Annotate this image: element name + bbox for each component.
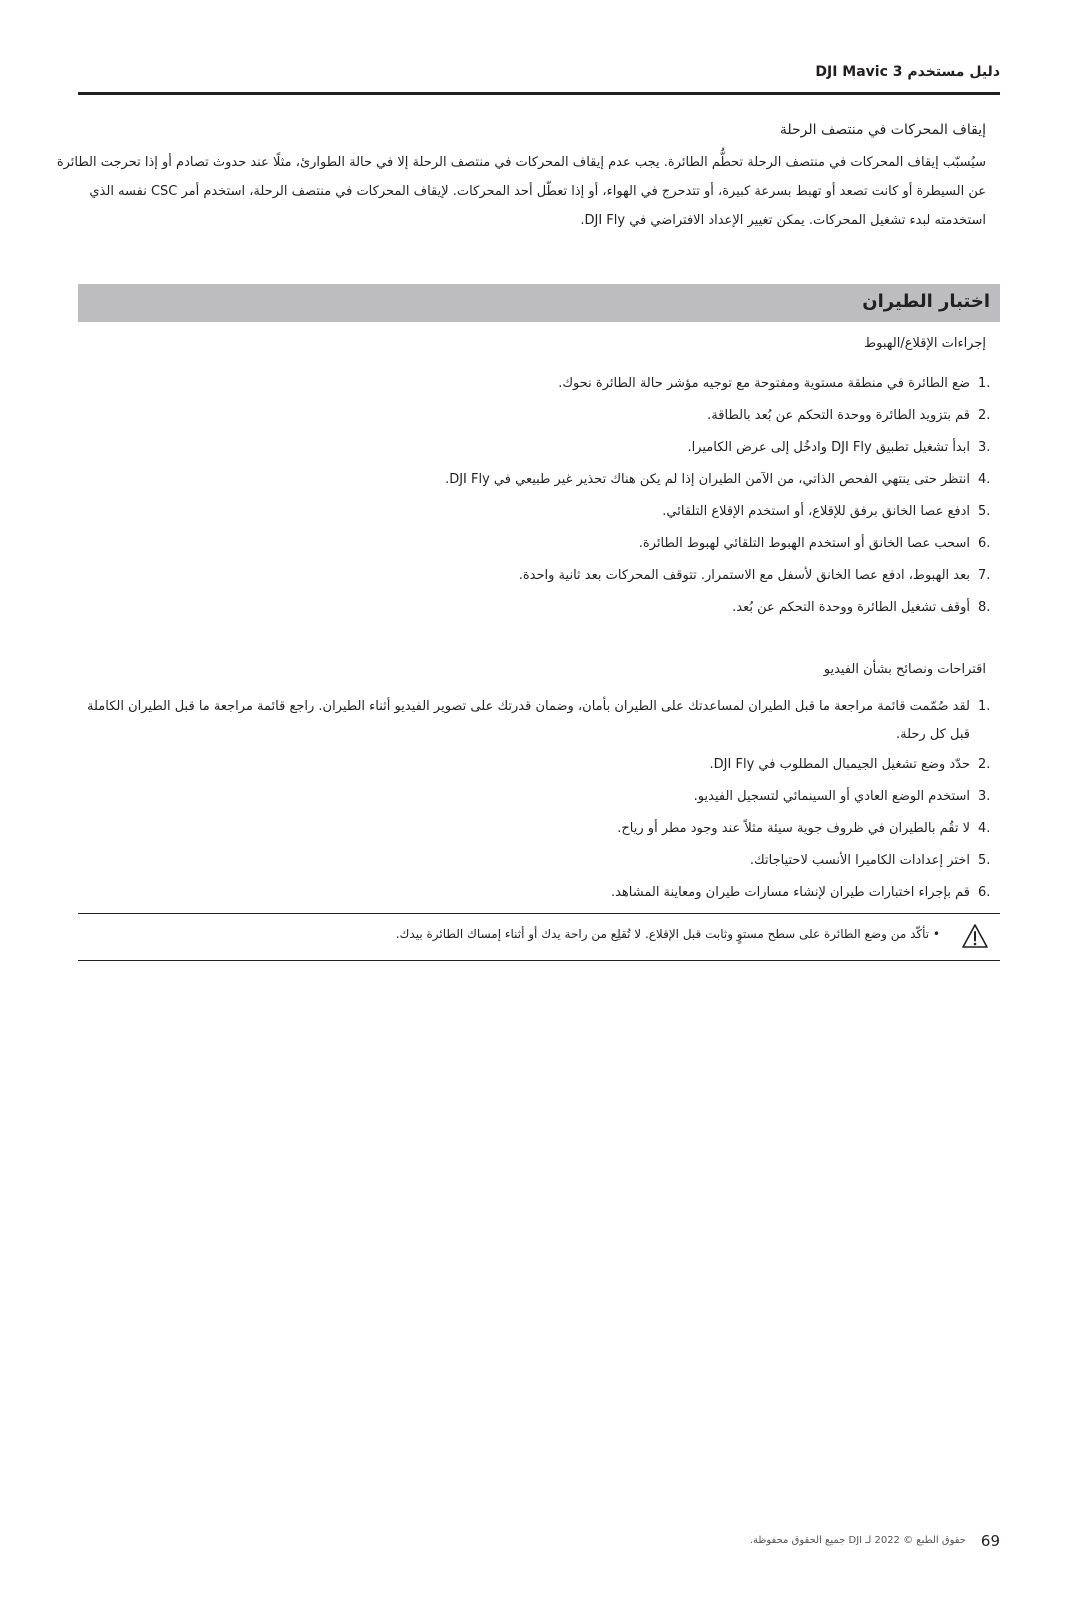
- list-item: [78, 368, 1000, 400]
- video-tips-list: [78, 693, 1000, 909]
- item-number: 1.: [978, 376, 991, 391]
- list-item: [78, 464, 1000, 496]
- item-text: اختر إعدادات الكاميرا الأنسب لاحتياجاتك.: [749, 853, 970, 868]
- warning-triangle-icon: [962, 923, 988, 949]
- item-number: 1.: [978, 699, 991, 714]
- list-item: [78, 781, 1000, 813]
- list-item: [78, 693, 1000, 749]
- list-item: [78, 592, 1000, 624]
- video-tips-heading: اقتراحات ونصائح بشأن الفيديو: [823, 662, 986, 677]
- item-text: استخدم الوضع العادي أو السينمائي لتسجيل الفيديو.: [693, 789, 970, 804]
- item-text: بعد الهبوط، ادفع عصا الخانق لأسفل مع الاستمرار. تتوقف المحركات بعد ثانية واحدة.: [518, 568, 970, 583]
- item-number: 6.: [978, 536, 991, 551]
- list-item: [78, 813, 1000, 845]
- page-number: 69: [980, 1532, 1000, 1550]
- warning-text: • تأكّد من وضع الطائرة على سطح مستوٍ وثابت قبل الإقلاع. لا تُقلِع من راحة يدك أو أثناء إمساك الطائرة بيدك.: [395, 927, 940, 941]
- item-number: 2.: [978, 757, 991, 772]
- item-number: 4.: [978, 472, 991, 487]
- copyright-text: حقوق الطبع © 2022 لـ DJI جميع الحقوق محفوظة.: [749, 1535, 966, 1546]
- item-number: 7.: [978, 568, 991, 583]
- item-text: ابدأ تشغيل تطبيق DJI Fly وادخُل إلى عرض الكاميرا.: [687, 440, 970, 455]
- motor-stop-paragraph: [56, 148, 986, 235]
- item-text: أوقف تشغيل الطائرة ووحدة التحكم عن بُعد.: [732, 600, 970, 615]
- list-item: [78, 496, 1000, 528]
- list-item: [78, 749, 1000, 781]
- item-number: 6.: [978, 885, 991, 900]
- item-text: ادفع عصا الخانق برفق للإقلاع، أو استخدم الإقلاع التلقائي.: [662, 504, 970, 519]
- item-text: قم بإجراء اختبارات طيران لإنشاء مسارات طيران ومعاينة المشاهد.: [610, 885, 970, 900]
- list-item: [78, 400, 1000, 432]
- item-number: 8.: [978, 600, 991, 615]
- item-number: 5.: [978, 504, 991, 519]
- item-number: 5.: [978, 853, 991, 868]
- section-title: اختبار الطيران: [862, 291, 990, 312]
- item-number: 2.: [978, 408, 991, 423]
- list-item: [78, 877, 1000, 909]
- header-title: دليل مستخدم DJI Mavic 3: [815, 64, 1000, 80]
- page-header: [78, 62, 1000, 95]
- motor-stop-heading: إيقاف المحركات في منتصف الرحلة: [779, 122, 986, 138]
- item-text: ضع الطائرة في منطقة مستوية ومفتوحة مع توجيه مؤشر حالة الطائرة نحوك.: [558, 376, 970, 391]
- list-item: [78, 528, 1000, 560]
- item-text: لقد صُمّمت قائمة مراجعة ما قبل الطيران لمساعدتك على الطيران بأمان، وضمان قدرتك على تصوير الفيديو أثناء الطيران. راجع قائمة مراجعة ما قبل الطيران الكاملة قبل كل رحلة.: [87, 699, 970, 742]
- procedure-list: [78, 368, 1000, 624]
- item-number: 3.: [978, 789, 991, 804]
- paragraph-line: سيُسبّب إيقاف المحركات في منتصف الرحلة تحطُّم الطائرة. يجب عدم إيقاف المحركات في منتصف الرحلة إلا في حالة الطوارئ، مثلًا عند حدوث تصادم أو إذا تحرجت الطائرة: [56, 155, 986, 170]
- item-number: 3.: [978, 440, 991, 455]
- section-bar: [78, 284, 1000, 322]
- item-text: لا تقُم بالطيران في ظروف جوية سيئة مثلاً عند وجود مطر أو رياح.: [617, 821, 970, 836]
- list-item: [78, 845, 1000, 877]
- item-text: انتظر حتى ينتهي الفحص الذاتي، من الآمن الطيران إذا لم يكن هناك تحذير غير طبيعي في DJI Fly.: [445, 472, 970, 487]
- procedure-heading: إجراءات الإقلاع/الهبوط: [864, 336, 986, 351]
- list-item: [78, 560, 1000, 592]
- item-text: قم بتزويد الطائرة ووحدة التحكم عن بُعد بالطاقة.: [707, 408, 970, 423]
- paragraph-line: عن السيطرة أو كانت تصعد أو تهبط بسرعة كبيرة، أو تتدحرج في الهواء، أو إذا تعطّل أحد المحركات. لإيقاف المحركات في منتصف الرحلة، استخدم أمر CSC نفسه الذي: [89, 184, 986, 199]
- item-number: 4.: [978, 821, 991, 836]
- warning-box: [78, 913, 1000, 961]
- item-text: حدّد وضع تشغيل الجيمبال المطلوب في DJI Fly.: [709, 757, 970, 772]
- item-text: اسحب عصا الخانق أو استخدم الهبوط التلقائي لهبوط الطائرة.: [638, 536, 970, 551]
- list-item: [78, 432, 1000, 464]
- paragraph-line: استخدمته لبدء تشغيل المحركات. يمكن تغيير الإعداد الافتراضي في DJI Fly.: [580, 213, 986, 228]
